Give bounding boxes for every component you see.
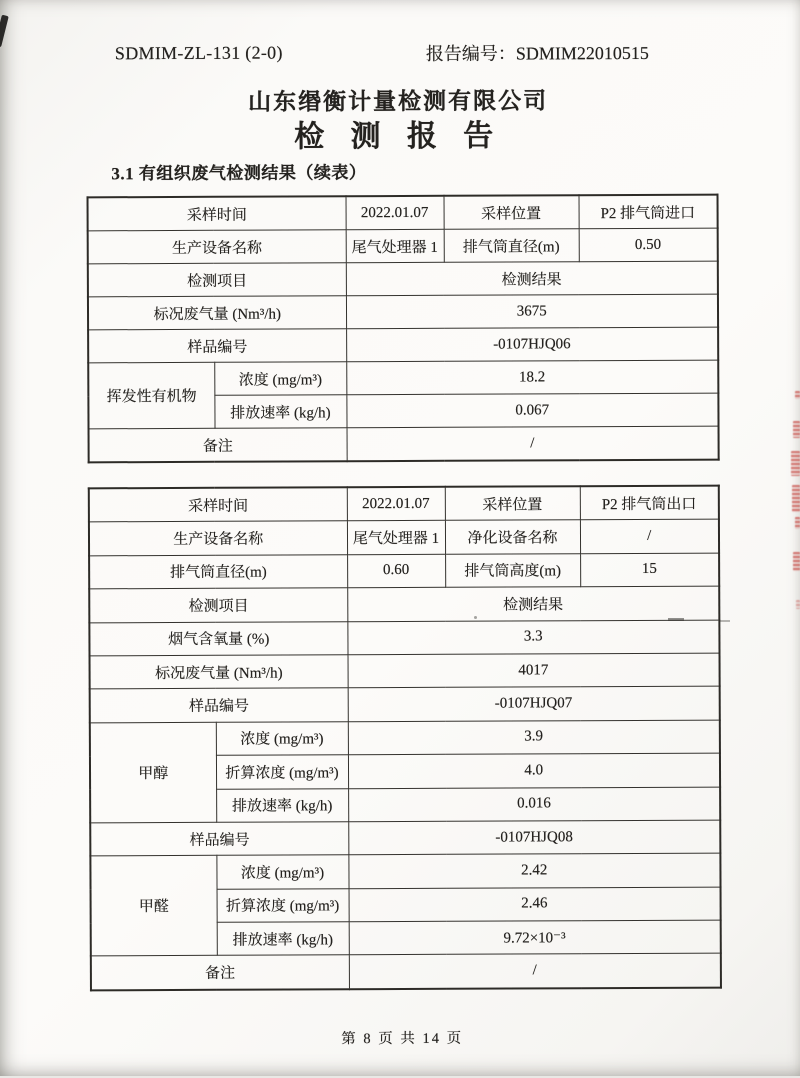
table-row	[89, 553, 719, 589]
table-row	[90, 653, 720, 689]
cell-group-label: 甲醛	[90, 856, 216, 957]
table-row	[88, 327, 718, 363]
cell-label: 采样位置	[445, 486, 580, 520]
table-row	[89, 486, 719, 523]
company-name: 山东缗衡计量检测有限公司	[248, 88, 549, 115]
cell-label: 排放速率 (kg/h)	[216, 788, 348, 822]
cell-value: -0107HJQ07	[348, 686, 720, 721]
cell-value: 检测结果	[346, 261, 718, 296]
table-row	[90, 853, 720, 889]
cell-value: /	[349, 954, 721, 990]
table-row	[88, 228, 718, 264]
red-seal-fragment	[795, 391, 800, 399]
cell-value: 0.60	[347, 554, 445, 588]
table-row	[90, 686, 720, 722]
cell-value: 3675	[346, 294, 718, 329]
table-inlet-results	[87, 194, 720, 464]
table-row	[90, 720, 720, 756]
cell-label: 样品编号	[90, 688, 348, 723]
red-seal-fragment	[791, 451, 800, 476]
cell-label: 检测项目	[89, 588, 347, 623]
table-row	[90, 820, 720, 856]
cell-value: -0107HJQ08	[348, 820, 720, 855]
cell-label: 采样位置	[444, 195, 579, 229]
cell-value: 2.42	[348, 853, 720, 888]
cell-value: /	[347, 426, 719, 461]
cell-value: 0.016	[348, 787, 720, 822]
cell-value: 3.3	[347, 620, 719, 655]
scan-speck	[720, 620, 730, 622]
table-row	[88, 261, 718, 297]
scan-speck	[474, 616, 477, 619]
cell-value: 4017	[348, 653, 720, 688]
cell-label: 排气筒直径(m)	[444, 229, 579, 263]
report-number-line	[426, 39, 649, 66]
section-heading: 3.1 有组织废气检测结果（续表）	[111, 163, 367, 184]
cell-value: 2022.01.07	[347, 487, 445, 521]
cell-label: 标况废气量 (Nm³/h)	[88, 296, 346, 330]
cell-label: 生产设备名称	[89, 521, 347, 556]
cell-label: 浓度 (mg/m³)	[216, 721, 348, 755]
report-number-value: SDMIM22010515	[515, 42, 649, 64]
cell-label: 排放速率 (kg/h)	[214, 395, 346, 429]
cell-label: 排气筒高度(m)	[445, 553, 580, 587]
cell-value: 15	[580, 553, 719, 587]
cell-label: 备注	[91, 955, 349, 990]
cell-label: 折算浓度 (mg/m³)	[217, 888, 349, 922]
red-seal-fragment	[793, 421, 800, 438]
table-row	[89, 426, 719, 462]
page-number: 第 8 页 共 14 页	[341, 1030, 464, 1048]
cell-label: 检测项目	[88, 263, 346, 297]
cell-value: 尾气处理器 1	[346, 229, 444, 262]
table-row	[88, 294, 718, 330]
table-row	[89, 586, 719, 622]
table-outlet-results	[88, 485, 722, 992]
cell-value: 2022.01.07	[346, 196, 444, 230]
cell-label: 折算浓度 (mg/m³)	[216, 755, 348, 789]
red-seal-fragment	[792, 485, 800, 512]
cell-value: 0.50	[579, 228, 718, 262]
cell-label: 烟气含氧量 (%)	[89, 621, 347, 656]
cell-label: 排气筒直径(m)	[89, 555, 347, 590]
table-row	[88, 360, 718, 396]
red-seal-fragment	[796, 600, 800, 609]
cell-value: 检测结果	[347, 586, 719, 621]
cell-label: 样品编号	[90, 822, 348, 857]
cell-value: 尾气处理器 1	[347, 521, 445, 555]
report-title: 检 测 报 告	[294, 119, 503, 154]
table-row	[89, 519, 719, 555]
document-code: SDMIM-ZL-131 (2-0)	[114, 42, 283, 64]
red-seal-fragment	[795, 517, 800, 529]
cell-label: 浓度 (mg/m³)	[216, 855, 348, 889]
cell-label: 净化设备名称	[445, 520, 580, 554]
cell-value: 18.2	[346, 360, 718, 395]
table-row	[91, 954, 721, 991]
cell-label: 备注	[89, 428, 347, 463]
cell-group-label: 挥发性有机物	[88, 362, 214, 429]
cell-label: 采样时间	[88, 196, 346, 231]
cell-value: /	[580, 519, 719, 553]
cell-label: 样品编号	[88, 329, 346, 363]
cell-value: -0107HJQ06	[346, 327, 718, 362]
cell-label: 采样时间	[89, 487, 347, 522]
red-seal-fragment	[793, 552, 800, 571]
cell-label: 排放速率 (kg/h)	[217, 922, 349, 956]
cell-value: 9.72×10⁻³	[349, 920, 721, 955]
cell-label: 生产设备名称	[88, 230, 346, 264]
report-number-label: 报告编号：	[425, 43, 516, 64]
scan-speck	[668, 618, 684, 621]
cell-value: 4.0	[348, 753, 720, 788]
cell-value: 0.067	[346, 393, 718, 428]
cell-value: P2 排气筒进口	[579, 195, 718, 229]
cell-value: 3.9	[348, 720, 720, 755]
cell-group-label: 甲醇	[90, 722, 216, 823]
table-row	[88, 195, 718, 231]
table-row	[89, 620, 719, 656]
cell-value: P2 排气筒出口	[580, 486, 719, 520]
cell-label: 标况废气量 (Nm³/h)	[90, 655, 348, 690]
cell-label: 浓度 (mg/m³)	[214, 362, 346, 396]
cell-value: 2.46	[349, 887, 721, 922]
